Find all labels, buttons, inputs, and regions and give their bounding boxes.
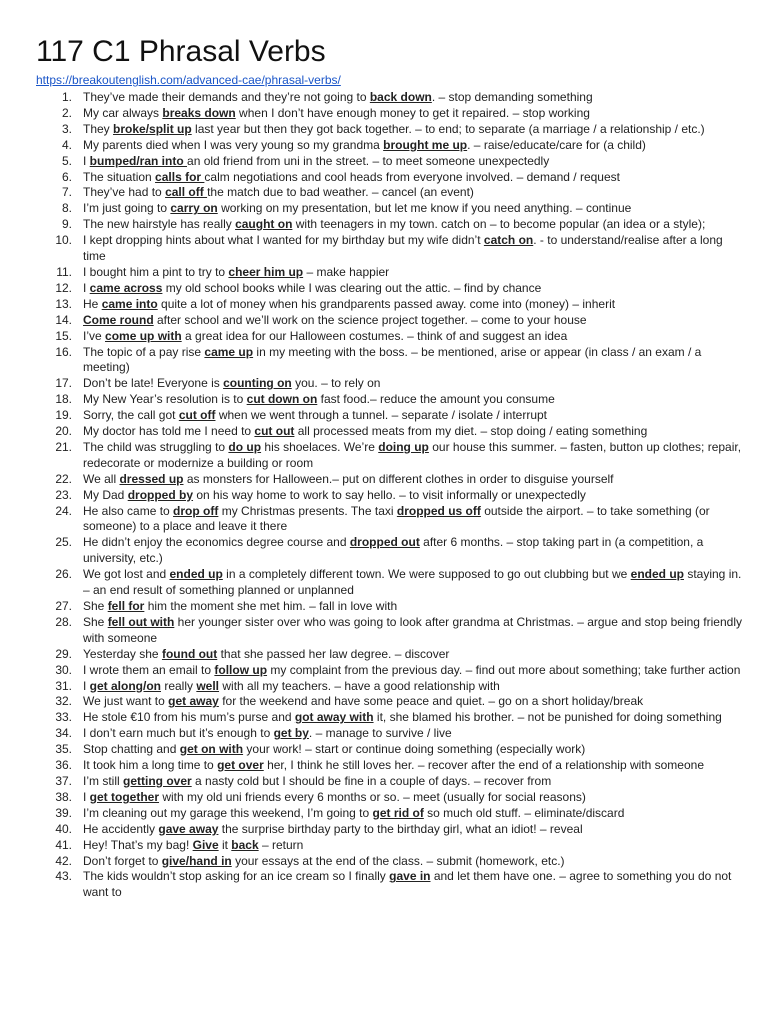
- item-text: They’ve made their demands and they’re not going to: [83, 90, 370, 104]
- item-number: 9.: [61, 217, 72, 232]
- item-text: when we went through a tunnel. – separate / isolate / interrupt: [215, 408, 548, 423]
- list-item: [0, 869, 768, 901]
- item-number: 20.: [55, 424, 72, 439]
- list-item: [0, 535, 768, 567]
- item-text: They’ve had to: [83, 185, 166, 200]
- phrasal-verb: counting on: [223, 376, 292, 391]
- phrasal-verb: follow up: [214, 662, 268, 677]
- list-item: [0, 329, 768, 345]
- list-item: [0, 122, 768, 138]
- item-text: My New Year’s resolution is to: [83, 392, 247, 407]
- phrasal-verb: caught on: [235, 217, 293, 232]
- item-text: with teenagers in my town. catch on – to become popular (an idea or a style);: [292, 217, 706, 232]
- phrasal-verb: calls for: [155, 169, 205, 184]
- list-item: [0, 806, 768, 822]
- item-number: 21.: [55, 439, 72, 454]
- list-item: [0, 615, 768, 647]
- phrasal-verb: ended up: [169, 567, 223, 582]
- item-number: 12.: [55, 280, 72, 295]
- phrasal-verb: getting over: [123, 773, 192, 788]
- item-text: that she passed her law degree. – discover: [217, 646, 450, 661]
- item-text: fast food.– reduce the amount you consume: [317, 392, 555, 407]
- list-item: [0, 392, 768, 408]
- phrasal-verb: gave in: [389, 869, 431, 884]
- list-item: [0, 170, 768, 186]
- phrasal-verb: get away: [168, 694, 219, 709]
- item-text: the surprise birthday party to the birthday girl, what an idiot! – reveal: [218, 821, 583, 836]
- phrasal-verb: dressed up: [119, 471, 184, 486]
- item-number: 37.: [55, 773, 72, 788]
- phrasal-verb: get on with: [179, 742, 244, 757]
- item-text: as monsters for Halloween.– put on different clothes in order to disguise yourself: [183, 471, 614, 486]
- list-item: [0, 504, 768, 536]
- item-text: for the weekend and have some peace and quiet. – go on a short holiday/break: [218, 694, 644, 709]
- item-text: We just want to: [83, 694, 169, 709]
- list-item: [0, 201, 768, 217]
- item-text: after 6 months. – stop taking part in (a competition, a university, etc.): [83, 535, 704, 566]
- item-text: her younger sister over who was going to look after grandma at Christmas. – argue and stop being friendly with someone: [83, 614, 742, 645]
- item-number: 16.: [55, 344, 72, 359]
- item-text: . – stop demanding something: [431, 90, 593, 104]
- list-item: [0, 154, 768, 170]
- item-number: 1.: [61, 90, 72, 104]
- item-text: We all: [83, 471, 120, 486]
- list-item: [0, 790, 768, 806]
- item-text: I: [83, 789, 90, 804]
- item-text: Yesterday she: [83, 646, 162, 661]
- phrasal-verb: catch on: [483, 233, 534, 248]
- list-item: [0, 281, 768, 297]
- item-number: 17.: [55, 376, 72, 391]
- phrasal-verb: came up: [204, 344, 254, 359]
- item-text: I’m just going to: [83, 201, 171, 216]
- phrasal-verb: gave away: [158, 821, 219, 836]
- phrasal-verb: get along/on: [89, 678, 161, 693]
- document-title: 117 C1 Phrasal Verbs: [36, 35, 326, 68]
- item-text: a nasty cold but I should be fine in a couple of days. – recover from: [191, 773, 552, 788]
- item-number: 39.: [55, 805, 72, 820]
- item-text: your work! – start or continue doing something (especially work): [243, 742, 586, 757]
- item-number: 34.: [55, 726, 72, 741]
- item-text: I bought him a pint to try to: [83, 264, 229, 279]
- list-item: [0, 376, 768, 392]
- item-number: 41.: [55, 837, 72, 852]
- item-text: He accidently: [83, 821, 159, 836]
- item-text: I’m cleaning out my garage this weekend, I’m going to: [83, 805, 373, 820]
- list-item: [0, 694, 768, 710]
- item-text: Don’t be late! Everyone is: [83, 376, 224, 391]
- item-text: after school and we’ll work on the science project together. – come to your house: [153, 312, 587, 327]
- item-text: working on my presentation, but let me know if you need anything. – continue: [217, 201, 632, 216]
- list-item: [0, 710, 768, 726]
- item-number: 13.: [55, 296, 72, 311]
- list-item: [0, 233, 768, 265]
- phrasal-verb: back: [231, 837, 259, 852]
- item-text: your essays at the end of the class. – submit (homework, etc.): [231, 853, 565, 868]
- list-item: [0, 663, 768, 679]
- item-text: He also came to: [83, 503, 174, 518]
- item-number: 7.: [61, 185, 72, 200]
- phrasal-verb: call off: [165, 185, 208, 200]
- item-number: 14.: [55, 312, 72, 327]
- phrasal-verb: Give: [192, 837, 219, 852]
- phrasal-verb: get by: [273, 726, 309, 741]
- list-item: [0, 90, 768, 106]
- item-number: 36.: [55, 758, 72, 773]
- item-text: – make happier: [303, 264, 390, 279]
- item-text: My car always: [83, 105, 163, 120]
- source-link[interactable]: https://breakoutenglish.com/advanced-cae/phrasal-verbs/: [36, 73, 341, 87]
- phrasal-verb: Come round: [83, 312, 154, 327]
- item-text: The child was struggling to: [83, 439, 229, 454]
- phrasal-verb: give/hand in: [161, 853, 232, 868]
- item-text: They: [83, 121, 114, 136]
- phrasal-verb: do up: [228, 439, 262, 454]
- list-item: [0, 679, 768, 695]
- phrasal-verb: dropped out: [349, 535, 420, 550]
- phrasal-verb: fell for: [107, 599, 145, 613]
- phrasal-verb: get together: [89, 789, 160, 804]
- list-item: [0, 472, 768, 488]
- item-text: I’ve: [83, 328, 106, 343]
- item-text: a great idea for our Halloween costumes. – think of and suggest an idea: [181, 328, 568, 343]
- list-item: [0, 822, 768, 838]
- item-text: He stole €10 from his mum’s purse and: [83, 710, 295, 725]
- item-text: It took him a long time to: [83, 758, 218, 773]
- item-number: 19.: [55, 408, 72, 423]
- list-item: [0, 297, 768, 313]
- list-item: [0, 217, 768, 233]
- item-number: 38.: [55, 789, 72, 804]
- list-item: [0, 185, 768, 201]
- item-text: my old school books while I was clearing out the attic. – find by chance: [162, 280, 542, 295]
- item-text: I: [83, 678, 90, 693]
- item-number: 40.: [55, 821, 72, 836]
- item-number: 28.: [55, 614, 72, 629]
- list-item: [0, 488, 768, 504]
- item-number: 26.: [55, 567, 72, 582]
- list-item: [0, 265, 768, 281]
- phrasal-verb: came into: [101, 296, 158, 311]
- phrasal-verb: well: [196, 678, 220, 693]
- item-text: calm negotiations and cool heads from everyone involved. – demand / request: [204, 169, 620, 184]
- item-number: 18.: [55, 392, 72, 407]
- item-number: 2.: [61, 105, 72, 120]
- item-text: and let them have one. – agree to something you do not want to: [83, 869, 732, 900]
- item-text: She: [83, 614, 108, 629]
- phrasal-verb: bumped/ran into: [89, 153, 188, 168]
- item-text: staying in. – an end result of something planned or unplanned: [83, 567, 742, 598]
- phrasal-verb: dropped us off: [396, 503, 481, 518]
- item-text: on his way home to work to say hello. – to visit informally or unexpectedly: [193, 487, 586, 502]
- list-item: [0, 440, 768, 472]
- list-item: [0, 424, 768, 440]
- list-item: [0, 345, 768, 377]
- item-text: with all my teachers. – have a good relationship with: [219, 678, 500, 693]
- phrasal-verb: fell out with: [107, 614, 175, 629]
- phrasal-verb: breaks down: [162, 105, 236, 120]
- phrasal-verb: cheer him up: [228, 264, 304, 279]
- item-text: our house this summer. – fasten, button up clothes; repair, redecorate or modernize a building or room: [83, 439, 742, 470]
- item-number: 31.: [55, 678, 72, 693]
- list-item: [0, 742, 768, 758]
- item-text: it: [218, 837, 232, 852]
- item-number: 30.: [55, 662, 72, 677]
- item-number: 43.: [55, 869, 72, 884]
- item-number: 29.: [55, 646, 72, 661]
- list-item: [0, 838, 768, 854]
- item-text: with my old uni friends every 6 months or so. – meet (usually for social reasons): [159, 789, 586, 804]
- item-number: 22.: [55, 471, 72, 486]
- item-text: My doctor has told me I need to: [83, 424, 255, 439]
- phrasal-verb-list: [0, 90, 768, 901]
- phrasal-verb: carry on: [170, 201, 218, 216]
- item-text: The new hairstyle has really: [83, 217, 236, 232]
- list-item: [0, 313, 768, 329]
- item-text: when I don’t have enough money to get it repaired. – stop working: [235, 105, 590, 120]
- item-number: 35.: [55, 742, 72, 757]
- item-number: 11.: [56, 264, 72, 279]
- item-text: all processed meats from my diet. – stop doing / eating something: [294, 424, 648, 439]
- item-text: outside the airport. – to take something (or someone) to a place and leave it there: [83, 503, 710, 534]
- item-text: I’m still: [83, 773, 123, 788]
- item-text: My Dad: [83, 487, 128, 502]
- phrasal-verb: cut off: [178, 408, 216, 423]
- item-text: The topic of a pay rise: [83, 344, 205, 359]
- item-text: it, she blamed his brother. – not be punished for doing something: [373, 710, 722, 725]
- item-text: the match due to bad weather. – cancel (an event): [207, 185, 474, 200]
- item-number: 5.: [61, 153, 72, 168]
- phrasal-verb: brought me up: [383, 137, 468, 152]
- item-text: I: [83, 153, 90, 168]
- item-number: 6.: [61, 169, 72, 184]
- item-number: 27.: [55, 599, 72, 613]
- item-number: 42.: [55, 853, 72, 868]
- phrasal-verb: drop off: [173, 503, 219, 518]
- item-text: I wrote them an email to: [83, 662, 215, 677]
- phrasal-verb: back down: [369, 90, 432, 104]
- list-item: [0, 599, 768, 615]
- item-number: 3.: [61, 121, 72, 136]
- list-item: [0, 854, 768, 870]
- item-text: I: [83, 280, 90, 295]
- phrasal-verb: found out: [161, 646, 218, 661]
- item-text: so much old stuff. – eliminate/discard: [423, 805, 625, 820]
- item-text: I kept dropping hints about what I wanted for my birthday but my wife didn’t: [83, 233, 484, 248]
- phrasal-verb: cut out: [254, 424, 295, 439]
- item-text: I don’t earn much but it’s enough to: [83, 726, 274, 741]
- item-text: The situation: [83, 169, 156, 184]
- phrasal-verb: came across: [89, 280, 163, 295]
- phrasal-verb: come up with: [105, 328, 182, 343]
- item-text: Don’t forget to: [83, 853, 162, 868]
- item-text: him the moment she met him. – fall in love with: [144, 599, 398, 613]
- phrasal-verb: doing up: [378, 439, 429, 454]
- item-number: 32.: [55, 694, 72, 709]
- phrasal-verb: cut down on: [246, 392, 318, 407]
- list-item: [0, 408, 768, 424]
- item-text: He: [83, 296, 102, 311]
- list-item: [0, 138, 768, 154]
- item-text: My parents died when I was very young so my grandma: [83, 137, 384, 152]
- item-text: The kids wouldn’t stop asking for an ice cream so I finally: [83, 869, 390, 884]
- item-number: 33.: [55, 710, 72, 725]
- item-text: She: [83, 599, 108, 613]
- item-number: 23.: [55, 487, 72, 502]
- phrasal-verb: got away with: [294, 710, 374, 725]
- item-text: an old friend from uni in the street. – to meet someone unexpectedly: [187, 153, 550, 168]
- item-text: in my meeting with the boss. – be mentioned, arise or appear (in class / an exam / a meeting): [83, 344, 702, 375]
- phrasal-verb: get rid of: [372, 805, 424, 820]
- phrasal-verb: ended up: [630, 567, 684, 582]
- list-item: [0, 774, 768, 790]
- list-item: [0, 567, 768, 599]
- item-text: in a completely different town. We were supposed to go out clubbing but we: [222, 567, 631, 582]
- item-text: her, I think he still loves her. – recover after the end of a relationship with someone: [263, 758, 704, 773]
- item-number: 24.: [55, 503, 72, 518]
- item-text: . – manage to survive / live: [308, 726, 452, 741]
- item-text: Stop chatting and: [83, 742, 180, 757]
- item-text: my Christmas presents. The taxi: [218, 503, 397, 518]
- item-text: . - to understand/realise after a long time: [83, 233, 723, 264]
- item-text: my complaint from the previous day. – find out more about something; take further action: [267, 662, 741, 677]
- list-item: [0, 726, 768, 742]
- item-number: 10.: [55, 233, 72, 248]
- item-number: 4.: [61, 137, 72, 152]
- item-text: his shoelaces. We’re: [261, 439, 379, 454]
- item-text: Hey! That’s my bag!: [83, 837, 193, 852]
- item-text: He didn’t enjoy the economics degree course and: [83, 535, 350, 550]
- phrasal-verb: broke/split up: [113, 121, 192, 136]
- item-text: really: [161, 678, 197, 693]
- item-text: We got lost and: [83, 567, 170, 582]
- item-text: quite a lot of money when his grandparents passed away. come into (money) – inherit: [157, 296, 616, 311]
- item-number: 15.: [55, 328, 72, 343]
- list-item: [0, 106, 768, 122]
- item-text: . – raise/educate/care for (a child): [467, 137, 646, 152]
- item-number: 8.: [61, 201, 72, 216]
- phrasal-verb: get over: [217, 758, 264, 773]
- list-item: [0, 647, 768, 663]
- item-text: – return: [258, 837, 304, 852]
- phrasal-verb: dropped by: [127, 487, 194, 502]
- item-text: last year but then they got back together. – to end; to separate (a marriage / a relationship / etc.): [191, 121, 705, 136]
- item-number: 25.: [55, 535, 72, 550]
- list-item: [0, 758, 768, 774]
- item-text: you. – to rely on: [291, 376, 381, 391]
- item-text: Sorry, the call got: [83, 408, 179, 423]
